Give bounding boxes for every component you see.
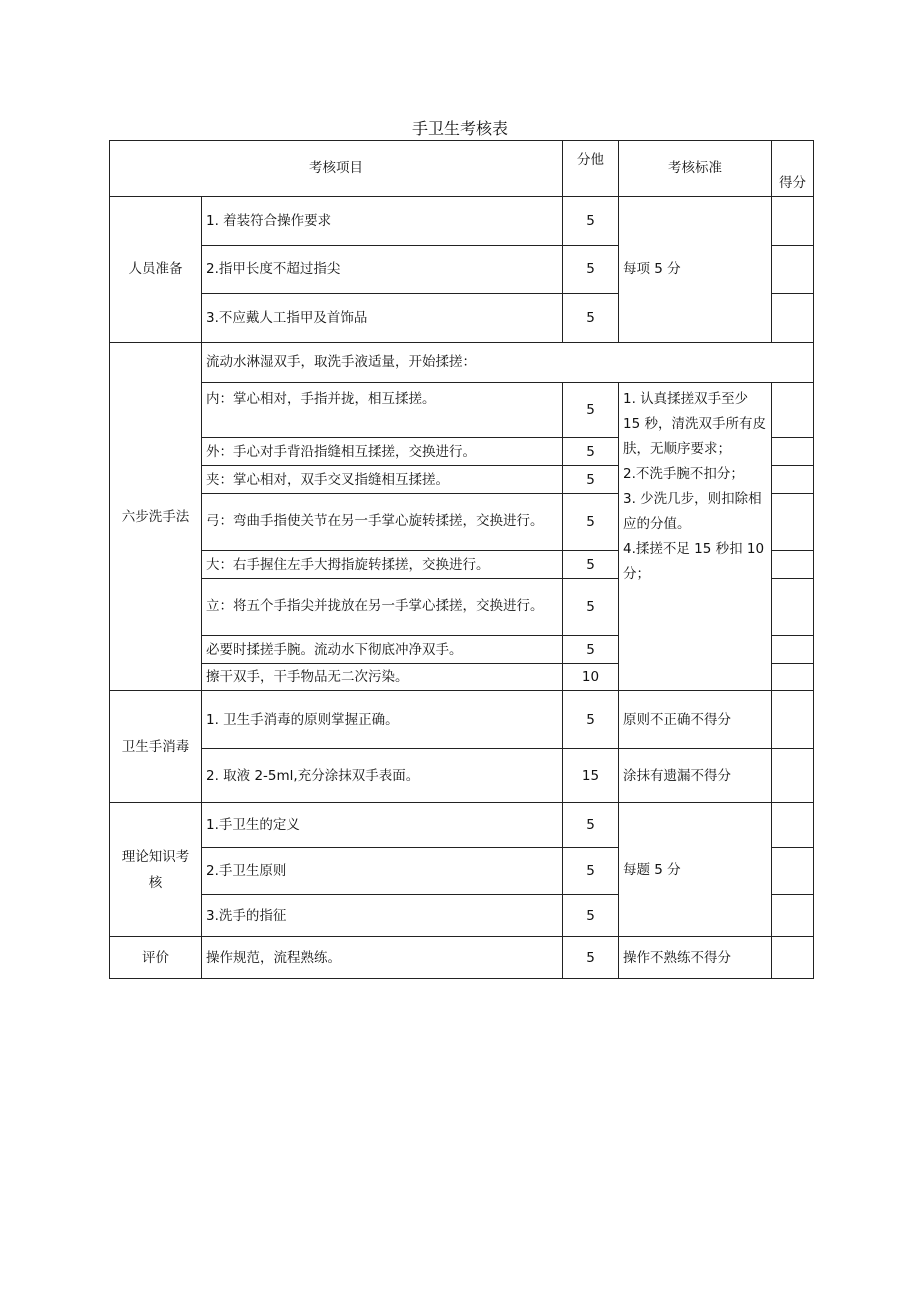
section-personnel: 人员准备 bbox=[110, 197, 202, 343]
item-standard: 操作不熟练不得分 bbox=[619, 937, 772, 979]
item-score: 5 bbox=[563, 803, 619, 848]
item-score: 5 bbox=[563, 895, 619, 937]
standard-line: 2.不洗手腕不扣分； bbox=[623, 465, 744, 482]
section-theory: 理论知识考核 bbox=[110, 803, 202, 937]
standard-personnel: 每项 5 分 bbox=[619, 197, 772, 343]
table-row bbox=[110, 343, 814, 383]
item-score: 5 bbox=[563, 197, 619, 246]
item-score: 5 bbox=[563, 294, 619, 343]
item-score: 5 bbox=[563, 691, 619, 749]
table-row bbox=[110, 691, 814, 749]
item-score: 5 bbox=[563, 848, 619, 895]
item-text: 夹：掌心相对，双手交叉指缝相互揉搓。 bbox=[202, 466, 563, 494]
item-text: 1. 着装符合操作要求 bbox=[202, 197, 563, 246]
item-text: 1.手卫生的定义 bbox=[202, 803, 563, 848]
standard-line: 1. 认真揉搓双手至少 15 秒，清洗双手所有皮肤，无顺序要求； bbox=[623, 391, 766, 457]
table-row bbox=[110, 749, 814, 803]
item-score: 5 bbox=[563, 579, 619, 636]
item-text: 2.手卫生原则 bbox=[202, 848, 563, 895]
item-text: 内：掌心相对，手指并拢，相互揉搓。 bbox=[202, 383, 563, 438]
item-text: 弓：弯曲手指使关节在另一手掌心旋转揉搓，交换进行。 bbox=[202, 494, 563, 551]
item-standard: 原则不正确不得分 bbox=[619, 691, 772, 749]
score-input-cell[interactable] bbox=[772, 197, 814, 246]
item-text: 3.洗手的指征 bbox=[202, 895, 563, 937]
standard-six-step bbox=[619, 383, 772, 691]
score-input-cell[interactable] bbox=[772, 749, 814, 803]
score-input-cell[interactable] bbox=[772, 579, 814, 636]
item-standard: 涂抹有遗漏不得分 bbox=[619, 749, 772, 803]
score-input-cell[interactable] bbox=[772, 895, 814, 937]
standard-line: 3. 少洗几步，则扣除相应的分值。 bbox=[623, 490, 762, 532]
item-score: 5 bbox=[563, 246, 619, 294]
header-standard: 考核标准 bbox=[619, 141, 772, 197]
table-row bbox=[110, 937, 814, 979]
score-input-cell[interactable] bbox=[772, 937, 814, 979]
score-input-cell[interactable] bbox=[772, 494, 814, 551]
item-score: 5 bbox=[563, 383, 619, 438]
score-input-cell[interactable] bbox=[772, 438, 814, 466]
score-input-cell[interactable] bbox=[772, 246, 814, 294]
item-score: 5 bbox=[563, 937, 619, 979]
item-text: 大：右手握住左手大拇指旋转揉搓，交换进行。 bbox=[202, 551, 563, 579]
item-score: 5 bbox=[563, 466, 619, 494]
section-disinfect: 卫生手消毒 bbox=[110, 691, 202, 803]
table-row bbox=[110, 383, 814, 438]
six-step-intro: 流动水淋湿双手，取洗手液适量，开始揉搓： bbox=[202, 343, 814, 383]
score-input-cell[interactable] bbox=[772, 664, 814, 691]
item-text: 1. 卫生手消毒的原则掌握正确。 bbox=[202, 691, 563, 749]
item-score: 5 bbox=[563, 438, 619, 466]
header-score: 分他 bbox=[563, 141, 619, 197]
item-text: 操作规范，流程熟练。 bbox=[202, 937, 563, 979]
section-evaluation: 评价 bbox=[110, 937, 202, 979]
score-input-cell[interactable] bbox=[772, 466, 814, 494]
score-input-cell[interactable] bbox=[772, 848, 814, 895]
section-six-step: 六步洗手法 bbox=[110, 343, 202, 691]
item-score: 5 bbox=[563, 636, 619, 664]
score-input-cell[interactable] bbox=[772, 551, 814, 579]
score-input-cell[interactable] bbox=[772, 383, 814, 438]
score-input-cell[interactable] bbox=[772, 294, 814, 343]
standard-theory: 每题 5 分 bbox=[619, 803, 772, 937]
item-score: 5 bbox=[563, 494, 619, 551]
item-text: 必要时揉搓手腕。流动水下彻底冲净双手。 bbox=[202, 636, 563, 664]
item-text: 擦干双手，干手物品无二次污染。 bbox=[202, 664, 563, 691]
item-score: 15 bbox=[563, 749, 619, 803]
table-row bbox=[110, 803, 814, 848]
item-score: 10 bbox=[563, 664, 619, 691]
assessment-table bbox=[109, 140, 814, 979]
item-text: 3.不应戴人工指甲及首饰品 bbox=[202, 294, 563, 343]
page-title: 手卫生考核表 bbox=[411, 119, 508, 138]
score-input-cell[interactable] bbox=[772, 691, 814, 749]
score-input-cell[interactable] bbox=[772, 803, 814, 848]
header-item: 考核项目 bbox=[110, 141, 563, 197]
table-row bbox=[110, 197, 814, 246]
header-got: 得分 bbox=[772, 141, 814, 197]
item-score: 5 bbox=[563, 551, 619, 579]
item-text: 外：手心对手背沿指缝相互揉搓，交换进行。 bbox=[202, 438, 563, 466]
item-text: 2.指甲长度不超过指尖 bbox=[202, 246, 563, 294]
standard-line: 4.揉搓不足 15 秒扣 10 分； bbox=[623, 540, 765, 582]
header-row bbox=[110, 141, 814, 197]
item-text: 立：将五个手指尖并拢放在另一手掌心揉搓，交换进行。 bbox=[202, 579, 563, 636]
score-input-cell[interactable] bbox=[772, 636, 814, 664]
item-text: 2. 取液 2-5ml,充分涂抹双手表面。 bbox=[202, 749, 563, 803]
